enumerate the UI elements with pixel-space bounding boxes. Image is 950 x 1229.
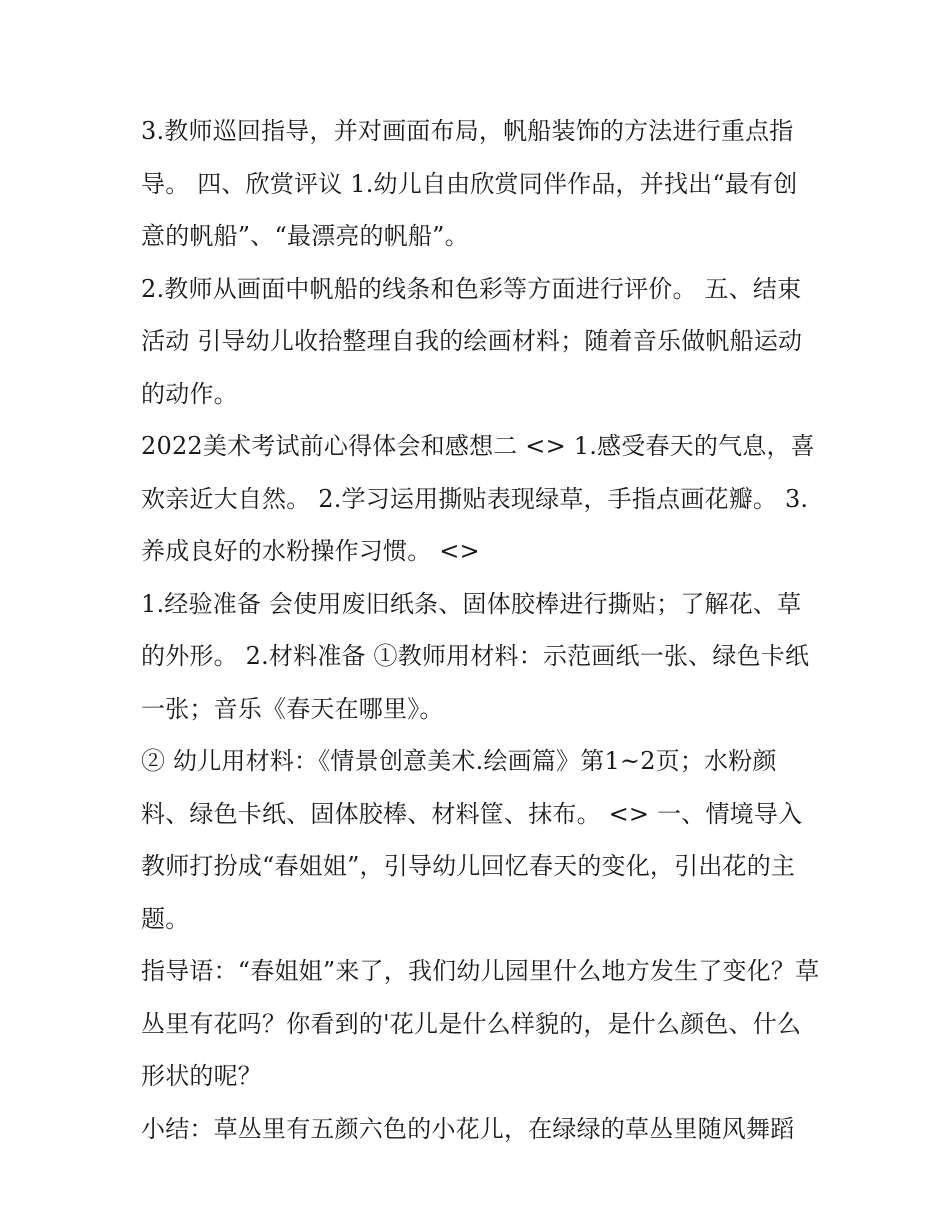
paragraph-7: 小结：草丛里有五颜六色的小花儿，在绿绿的草丛里随风舞蹈 [141,1114,795,1143]
paragraph-3: 2022美术考试前心得体会和感想二 <> 1.感受春天的气息，喜欢亲近大自然。 2.学习运用撕贴表现绿草，手指点画花瓣。 3.养成良好的水粉操作习惯。 <> [141,432,815,565]
paragraph-1: 3.教师巡回指导，并对画面布局，帆船装饰的方法进行重点指导。 四、欣赏评议 1.幼儿自由欣赏同伴作品，并找出“最有创意的帆船”、“最漂亮的帆船”。 [141,117,798,250]
paragraph-5: ② 幼儿用材料：《情景创意美术.绘画篇》第1~2页；水粉颜料、绿色卡纸、固体胶棒、材料筐、抹布。 <> 一、情境导入 教师打扮成“春姐姐”，引导幼儿回忆春天的变化，引出花的主题。 [141,747,803,933]
paragraph-4: 1.经验准备 会使用废旧纸条、固体胶棒进行撕贴；了解花、草的外形。 2.材料准备 ①教师用材料：示范画纸一张、绿色卡纸一张；音乐《春天在哪里》。 [141,589,810,723]
paragraph-6: 指导语：“春姐姐”来了，我们幼儿园里什么地方发生了变化？草丛里有花吗？你看到的'花儿是什么样貌的，是什么颜色、什么形状的呢？ [141,957,820,1090]
paragraph-2: 2.教师从画面中帆船的线条和色彩等方面进行评价。 五、结束活动 引导幼儿收拾整理自我的绘画材料；随着音乐做帆船运动的动作。 [141,274,803,408]
